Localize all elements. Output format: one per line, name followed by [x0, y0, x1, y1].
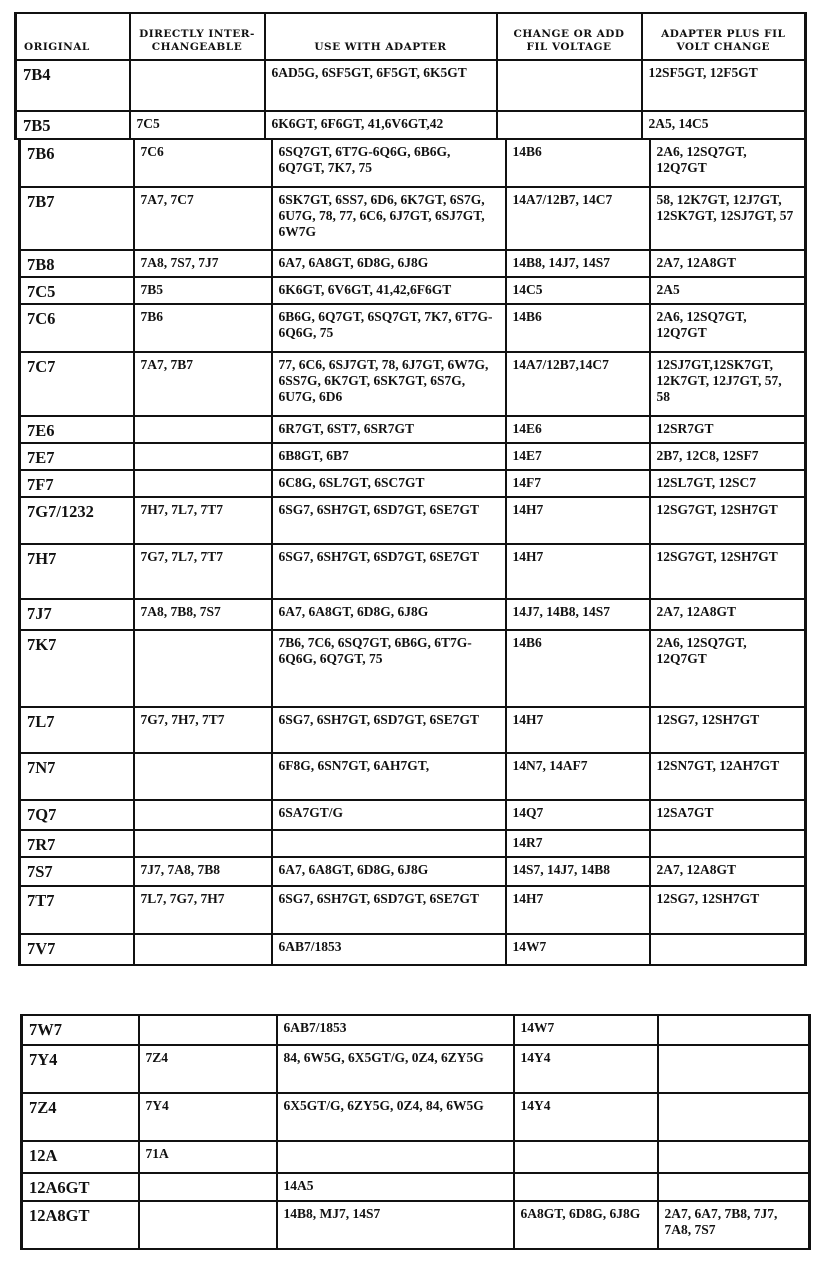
- cell-fil: [514, 1173, 658, 1201]
- table-row: [20, 187, 806, 250]
- cell-adapter-fil: [658, 1045, 810, 1093]
- cell-adapter-fil: 2A7, 12A8GT: [650, 250, 806, 277]
- cell-fil: 14E6: [506, 416, 650, 443]
- cell-direct: [139, 1173, 277, 1201]
- cell-adapter: 6A7, 6A8GT, 6D8G, 6J8G: [272, 857, 506, 886]
- cell-direct: 7H7, 7L7, 7T7: [134, 497, 272, 544]
- cell-direct: 7G7, 7H7, 7T7: [134, 707, 272, 753]
- cell-fil: [497, 111, 642, 139]
- table-row: [20, 416, 806, 443]
- cell-original: 7Z4: [22, 1093, 139, 1141]
- cell-adapter: 84, 6W5G, 6X5GT/G, 0Z4, 6ZY5G: [277, 1045, 514, 1093]
- cell-original: 7B6: [20, 139, 134, 187]
- cell-fil: 14W7: [514, 1015, 658, 1045]
- table-row: [20, 250, 806, 277]
- cell-fil: 6A8GT, 6D8G, 6J8G: [514, 1201, 658, 1249]
- cell-adapter-fil: 2A6, 12SQ7GT, 12Q7GT: [650, 630, 806, 707]
- cell-direct: 7C6: [134, 139, 272, 187]
- cell-original: 7S7: [20, 857, 134, 886]
- cell-adapter: 6K6GT, 6V6GT, 41,42,6F6GT: [272, 277, 506, 304]
- cell-direct: 7C5: [130, 111, 265, 139]
- cell-adapter-fil: 2A6, 12SQ7GT, 12Q7GT: [650, 304, 806, 352]
- cell-adapter-fil: 2B7, 12C8, 12SF7: [650, 443, 806, 470]
- cell-original: 7B4: [16, 60, 130, 111]
- cell-original: 7C6: [20, 304, 134, 352]
- cell-fil: 14H7: [506, 497, 650, 544]
- cell-adapter-fil: [658, 1141, 810, 1173]
- cell-direct: [139, 1015, 277, 1045]
- cell-direct: [134, 753, 272, 800]
- table-row: [20, 497, 806, 544]
- cell-direct: [134, 443, 272, 470]
- header-original: ORIGINAL: [16, 13, 130, 60]
- cell-direct: 7A8, 7B8, 7S7: [134, 599, 272, 630]
- cell-fil: 14H7: [506, 707, 650, 753]
- cell-original: 7B7: [20, 187, 134, 250]
- cell-fil: [514, 1141, 658, 1173]
- cell-fil: 14Q7: [506, 800, 650, 830]
- table-row: [20, 800, 806, 830]
- cell-fil: 14W7: [506, 934, 650, 965]
- cell-original: 12A6GT: [22, 1173, 139, 1201]
- cell-adapter: 6SQ7GT, 6T7G-6Q6G, 6B6G, 6Q7GT, 7K7, 75: [272, 139, 506, 187]
- cell-direct: 7B5: [134, 277, 272, 304]
- table-row: [20, 857, 806, 886]
- cell-original: 7N7: [20, 753, 134, 800]
- cell-adapter: 6SG7, 6SH7GT, 6SD7GT, 6SE7GT: [272, 497, 506, 544]
- cell-adapter: 6A7, 6A8GT, 6D8G, 6J8G: [272, 599, 506, 630]
- cell-adapter: 6R7GT, 6ST7, 6SR7GT: [272, 416, 506, 443]
- cell-original: 7G7/1232: [20, 497, 134, 544]
- cell-adapter-fil: 2A6, 12SQ7GT, 12Q7GT: [650, 139, 806, 187]
- cell-adapter-fil: 2A7, 6A7, 7B8, 7J7, 7A8, 7S7: [658, 1201, 810, 1249]
- cell-direct: 7B6: [134, 304, 272, 352]
- cell-direct: 7L7, 7G7, 7H7: [134, 886, 272, 934]
- table-row: [20, 139, 806, 187]
- cell-original: 7B8: [20, 250, 134, 277]
- cell-fil: 14B6: [506, 139, 650, 187]
- cell-fil: 14A7/12B7, 14C7: [506, 187, 650, 250]
- substitution-table-bottom: [20, 1014, 811, 1250]
- cell-direct: [134, 830, 272, 857]
- cell-original: 12A8GT: [22, 1201, 139, 1249]
- cell-adapter-fil: 12SJ7GT,12SK7GT, 12K7GT, 12J7GT, 57, 58: [650, 352, 806, 416]
- cell-adapter: 6SA7GT/G: [272, 800, 506, 830]
- table-row: [20, 599, 806, 630]
- table-row: [20, 443, 806, 470]
- cell-original: 12A: [22, 1141, 139, 1173]
- table-row: [20, 934, 806, 965]
- cell-fil: 14B6: [506, 304, 650, 352]
- cell-adapter-fil: 12SN7GT, 12AH7GT: [650, 753, 806, 800]
- cell-fil: 14A7/12B7,14C7: [506, 352, 650, 416]
- cell-adapter: 7B6, 7C6, 6SQ7GT, 6B6G, 6T7G-6Q6G, 6Q7GT, 75: [272, 630, 506, 707]
- cell-fil: 14B8, 14J7, 14S7: [506, 250, 650, 277]
- cell-fil: 14Y4: [514, 1045, 658, 1093]
- substitution-table-top: [14, 12, 807, 140]
- table-row: [20, 544, 806, 599]
- cell-direct: 7Y4: [139, 1093, 277, 1141]
- cell-direct: 7Z4: [139, 1045, 277, 1093]
- cell-adapter: [272, 830, 506, 857]
- table-row: [20, 352, 806, 416]
- cell-direct: [134, 934, 272, 965]
- cell-adapter: 6C8G, 6SL7GT, 6SC7GT: [272, 470, 506, 497]
- table-row: [22, 1045, 810, 1093]
- cell-adapter: 6AB7/1853: [272, 934, 506, 965]
- table-row: [16, 111, 806, 139]
- cell-adapter-fil: 2A5: [650, 277, 806, 304]
- table-row: [22, 1093, 810, 1141]
- cell-adapter-fil: 2A7, 12A8GT: [650, 599, 806, 630]
- cell-direct: 7A7, 7C7: [134, 187, 272, 250]
- cell-adapter: 6AB7/1853: [277, 1015, 514, 1045]
- cell-adapter-fil: 12SF5GT, 12F5GT: [642, 60, 806, 111]
- cell-original: 7K7: [20, 630, 134, 707]
- table-row: [22, 1015, 810, 1045]
- cell-direct: 7J7, 7A8, 7B8: [134, 857, 272, 886]
- cell-adapter-fil: [658, 1093, 810, 1141]
- cell-original: 7E6: [20, 416, 134, 443]
- cell-fil: 14E7: [506, 443, 650, 470]
- table-row: [16, 60, 806, 111]
- cell-direct: 7G7, 7L7, 7T7: [134, 544, 272, 599]
- cell-direct: [134, 470, 272, 497]
- header-change-fil-voltage: CHANGE OR ADD FIL VOLTAGE: [497, 13, 642, 60]
- cell-adapter-fil: 12SG7GT, 12SH7GT: [650, 544, 806, 599]
- cell-direct: 7A8, 7S7, 7J7: [134, 250, 272, 277]
- cell-adapter: 6B6G, 6Q7GT, 6SQ7GT, 7K7, 6T7G-6Q6G, 75: [272, 304, 506, 352]
- cell-adapter: 6SG7, 6SH7GT, 6SD7GT, 6SE7GT: [272, 886, 506, 934]
- cell-adapter-fil: 12SG7GT, 12SH7GT: [650, 497, 806, 544]
- cell-original: 7C7: [20, 352, 134, 416]
- table-row: [20, 304, 806, 352]
- table-row: [20, 630, 806, 707]
- cell-adapter-fil: 12SG7, 12SH7GT: [650, 707, 806, 753]
- cell-adapter: 6K6GT, 6F6GT, 41,6V6GT,42: [265, 111, 497, 139]
- header-row: [16, 13, 806, 60]
- header-adapter-fil-volt-change: ADAPTER PLUS FIL VOLT CHANGE: [642, 13, 806, 60]
- cell-adapter-fil: 2A5, 14C5: [642, 111, 806, 139]
- cell-original: 7V7: [20, 934, 134, 965]
- cell-direct: [139, 1201, 277, 1249]
- cell-fil: 14Y4: [514, 1093, 658, 1141]
- cell-adapter-fil: 12SR7GT: [650, 416, 806, 443]
- cell-original: 7L7: [20, 707, 134, 753]
- table-row: [22, 1141, 810, 1173]
- cell-direct: [134, 800, 272, 830]
- cell-adapter-fil: [658, 1015, 810, 1045]
- table-row: [20, 886, 806, 934]
- cell-adapter: 14B8, MJ7, 14S7: [277, 1201, 514, 1249]
- substitution-table-middle: [18, 138, 807, 966]
- cell-fil: 14J7, 14B8, 14S7: [506, 599, 650, 630]
- cell-adapter: 6SG7, 6SH7GT, 6SD7GT, 6SE7GT: [272, 707, 506, 753]
- cell-adapter-fil: [650, 934, 806, 965]
- cell-adapter-fil: [650, 830, 806, 857]
- cell-adapter-fil: 12SA7GT: [650, 800, 806, 830]
- cell-direct: [134, 416, 272, 443]
- cell-adapter-fil: 12SL7GT, 12SC7: [650, 470, 806, 497]
- cell-original: 7R7: [20, 830, 134, 857]
- table-row: [22, 1201, 810, 1249]
- cell-original: 7Y4: [22, 1045, 139, 1093]
- cell-direct: [134, 630, 272, 707]
- cell-original: 7J7: [20, 599, 134, 630]
- cell-direct: 7A7, 7B7: [134, 352, 272, 416]
- cell-adapter-fil: [658, 1173, 810, 1201]
- table-row: [20, 470, 806, 497]
- cell-fil: 14B6: [506, 630, 650, 707]
- cell-adapter: 6X5GT/G, 6ZY5G, 0Z4, 84, 6W5G: [277, 1093, 514, 1141]
- cell-direct: [130, 60, 265, 111]
- cell-adapter: 6F8G, 6SN7GT, 6AH7GT,: [272, 753, 506, 800]
- cell-adapter-fil: 12SG7, 12SH7GT: [650, 886, 806, 934]
- cell-original: 7E7: [20, 443, 134, 470]
- cell-adapter: 6AD5G, 6SF5GT, 6F5GT, 6K5GT: [265, 60, 497, 111]
- cell-adapter: 14A5: [277, 1173, 514, 1201]
- cell-original: 7B5: [16, 111, 130, 139]
- cell-fil: 14H7: [506, 544, 650, 599]
- cell-fil: [497, 60, 642, 111]
- cell-adapter: 77, 6C6, 6SJ7GT, 78, 6J7GT, 6W7G, 6SS7G, 6K7GT, 6SK7GT, 6S7G, 6U7G, 6D6: [272, 352, 506, 416]
- cell-adapter-fil: 58, 12K7GT, 12J7GT, 12SK7GT, 12SJ7GT, 57: [650, 187, 806, 250]
- cell-original: 7T7: [20, 886, 134, 934]
- cell-fil: 14S7, 14J7, 14B8: [506, 857, 650, 886]
- cell-adapter: [277, 1141, 514, 1173]
- cell-original: 7F7: [20, 470, 134, 497]
- cell-adapter: 6B8GT, 6B7: [272, 443, 506, 470]
- cell-adapter: 6SK7GT, 6SS7, 6D6, 6K7GT, 6S7G, 6U7G, 78, 77, 6C6, 6J7GT, 6SJ7GT, 6W7G: [272, 187, 506, 250]
- cell-fil: 14C5: [506, 277, 650, 304]
- cell-adapter: 6A7, 6A8GT, 6D8G, 6J8G: [272, 250, 506, 277]
- cell-adapter-fil: 2A7, 12A8GT: [650, 857, 806, 886]
- table-row: [20, 753, 806, 800]
- cell-adapter: 6SG7, 6SH7GT, 6SD7GT, 6SE7GT: [272, 544, 506, 599]
- cell-original: 7H7: [20, 544, 134, 599]
- cell-fil: 14R7: [506, 830, 650, 857]
- cell-fil: 14F7: [506, 470, 650, 497]
- header-use-with-adapter: USE WITH ADAPTER: [265, 13, 497, 60]
- cell-original: 7Q7: [20, 800, 134, 830]
- table-row: [20, 277, 806, 304]
- cell-original: 7C5: [20, 277, 134, 304]
- cell-direct: 71A: [139, 1141, 277, 1173]
- cell-original: 7W7: [22, 1015, 139, 1045]
- table-row: [22, 1173, 810, 1201]
- table-row: [20, 830, 806, 857]
- cell-fil: 14H7: [506, 886, 650, 934]
- cell-fil: 14N7, 14AF7: [506, 753, 650, 800]
- table-row: [20, 707, 806, 753]
- header-directly-interchangeable: DIRECTLY INTER-CHANGEABLE: [130, 13, 265, 60]
